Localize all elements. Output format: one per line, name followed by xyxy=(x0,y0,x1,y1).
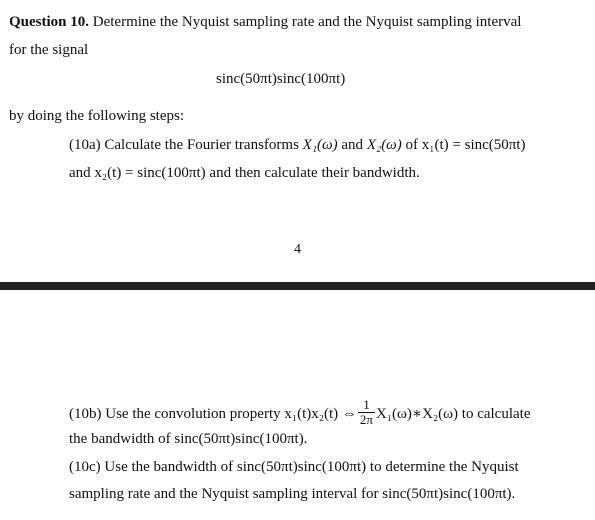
step-a-x2-definition: x₂(t) = sinc(100πt) xyxy=(94,165,206,181)
step-b-prefix: (10b) Use the convolution property xyxy=(69,405,281,422)
question-intro-text: Determine the Nyquist sampling rate and the Nyquist sampling interval xyxy=(92,14,522,30)
page-divider xyxy=(0,282,595,290)
step-a-x2w: X₂(ω) xyxy=(366,137,402,153)
question-intro-line-2: for the signal xyxy=(9,42,89,58)
step-c-line-2: sampling rate and the Nyquist sampling interval for sinc(50πt)sinc(100πt). xyxy=(69,486,516,502)
step-a-x1w: X₁(ω) xyxy=(302,137,338,153)
step-a-x1-definition: x₁(t) = sinc(50πt) xyxy=(421,137,526,153)
signal-expression: sinc(50πt)sinc(100πt) xyxy=(216,71,346,87)
page-number: 4 xyxy=(294,242,301,257)
step-b-line-2: the bandwidth of sinc(50πt)sinc(100πt). xyxy=(69,431,308,447)
step-b-lhs: x₁(t)x₂(t) ⇔ xyxy=(284,405,357,422)
step-b-suffix: to calculate xyxy=(461,405,531,422)
question-intro-line-1 xyxy=(9,12,521,32)
step-a-line-1 xyxy=(69,135,526,155)
step-b-fraction xyxy=(358,398,375,427)
steps-intro: by doing the following steps: xyxy=(9,108,184,124)
step-b-rhs: X₁(ω)∗X₂(ω) xyxy=(375,405,459,422)
question-label: Question 10. xyxy=(9,14,90,30)
step-a-line2-and: and xyxy=(69,165,91,181)
step-b-line-1 xyxy=(69,397,531,429)
step-a-suffix: and then calculate their bandwidth. xyxy=(209,165,420,181)
step-a-and: and xyxy=(341,137,364,153)
step-a-of: of xyxy=(405,137,419,153)
step-a-prefix: (10a) Calculate the Fourier transforms xyxy=(69,137,299,153)
fraction-denominator: 2π xyxy=(359,412,373,427)
fraction-numerator: 1 xyxy=(358,398,375,413)
step-c-line-1: (10c) Use the bandwidth of sinc(50πt)sinc(100πt) to determine the Nyquist xyxy=(69,459,519,475)
step-a-line-2 xyxy=(69,163,420,183)
